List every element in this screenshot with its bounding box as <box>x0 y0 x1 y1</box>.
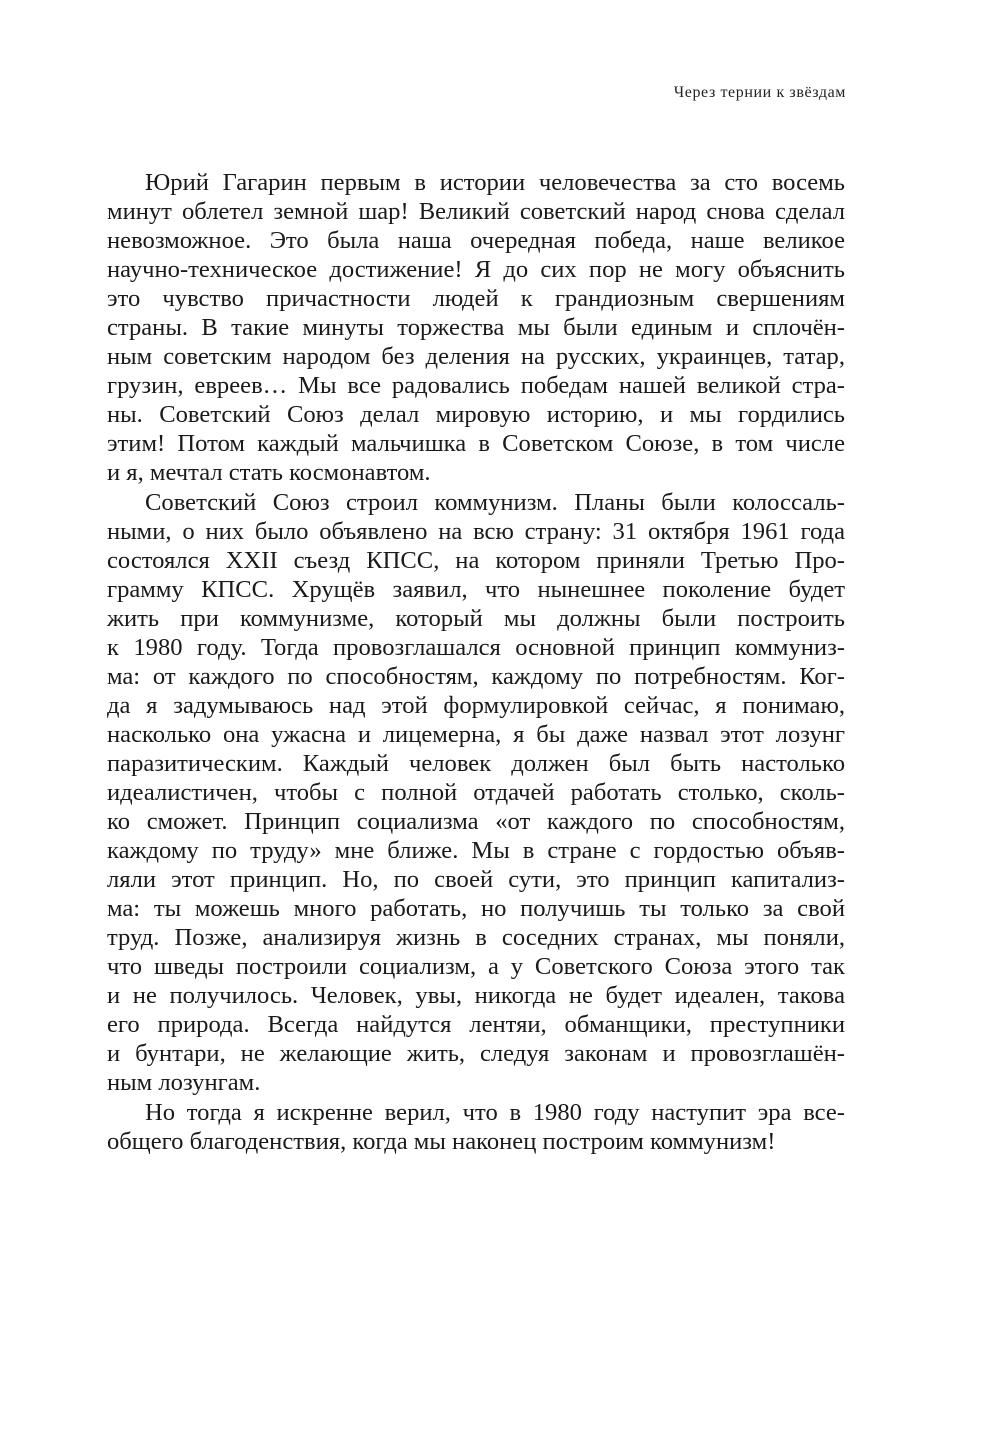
text-line: насколько она ужасна и лицемерна, я бы даже назвал этот лозунг <box>107 720 845 748</box>
text-line: ляли этот принцип. Но, по своей сути, это принцип капитализ- <box>107 866 845 894</box>
text-line: да я задумываюсь над этой формулировкой сейчас, я понимаю, <box>107 691 845 719</box>
text-line: научно-техническое достижение! Я до сих пор не могу объяснить <box>107 256 845 284</box>
text-line: ко сможет. Принцип социализма «от каждого по способностям, <box>107 808 845 836</box>
text-line: паразитическим. Каждый человек должен был быть настолько <box>107 749 845 777</box>
text-line: его природа. Всегда найдутся лентяи, обманщики, преступники <box>107 1011 845 1039</box>
text-line: грузин, евреев… Мы все радовались победам нашей великой стра- <box>107 372 845 400</box>
text-line: и я, мечтал стать космонавтом. <box>107 459 431 487</box>
text-line: и не получилось. Человек, увы, никогда не будет идеален, такова <box>107 982 845 1010</box>
paragraph <box>107 1098 845 1156</box>
text-line: Юрий Гагарин первым в истории человечества за сто восемь <box>145 169 845 196</box>
text-line: невозможное. Это была наша очередная победа, наше великое <box>107 227 845 255</box>
running-head: Через тернии к звёздам <box>673 84 846 101</box>
text-line: ным лозунгам. <box>107 1069 261 1097</box>
text-line: Советский Союз строил коммунизм. Планы были колоссаль- <box>145 488 845 516</box>
text-line: идеалистичен, чтобы с полной отдачей работать столько, сколь- <box>107 778 845 806</box>
text-line: этим! Потом каждый мальчишка в Советском Союзе, в том числе <box>107 430 845 458</box>
text-line: минут облетел земной шар! Великий советский народ снова сделал <box>107 198 845 226</box>
text-line: ны. Советский Союз делал мировую историю, и мы гордились <box>107 401 845 429</box>
text-line: ным советским народом без деления на русских, украинцев, татар, <box>107 343 845 371</box>
text-line: общего благоденствия, когда мы наконец построим коммунизм! <box>107 1127 776 1155</box>
text-line: к 1980 году. Тогда провозглашался основной принцип коммуниз- <box>107 633 845 661</box>
text-line: и бунтари, не желающие жить, следуя законам и провозглашён- <box>107 1040 845 1068</box>
text-line: состоялся XXII съезд КПСС, на котором приняли Третью Про- <box>107 546 845 574</box>
paragraph <box>107 488 845 1098</box>
text-line: ными, о них было объявлено на всю страну: 31 октября 1961 года <box>107 517 845 545</box>
body-text <box>107 168 845 1156</box>
text-line: Но тогда я искренне верил, что в 1980 году наступит эра все- <box>145 1098 845 1126</box>
text-line: ма: ты можешь много работать, но получишь ты только за свой <box>107 895 845 923</box>
text-line: труд. Позже, анализируя жизнь в соседних странах, мы поняли, <box>107 924 845 952</box>
text-line: что шведы построили социализм, а у Советского Союза этого так <box>107 953 845 981</box>
text-line: это чувство причастности людей к грандиозным свершениям <box>107 285 845 313</box>
text-line: каждому по труду» мне ближе. Мы в стране с гордостью объяв- <box>107 837 845 865</box>
paragraph <box>107 168 845 488</box>
text-line: страны. В такие минуты торжества мы были единым и сплочён- <box>107 314 845 342</box>
text-line: жить при коммунизме, который мы должны были построить <box>107 604 845 632</box>
text-line: ма: от каждого по способностям, каждому по потребностям. Ког- <box>107 662 845 690</box>
text-line: грамму КПСС. Хрущёв заявил, что нынешнее поколение будет <box>107 575 845 603</box>
